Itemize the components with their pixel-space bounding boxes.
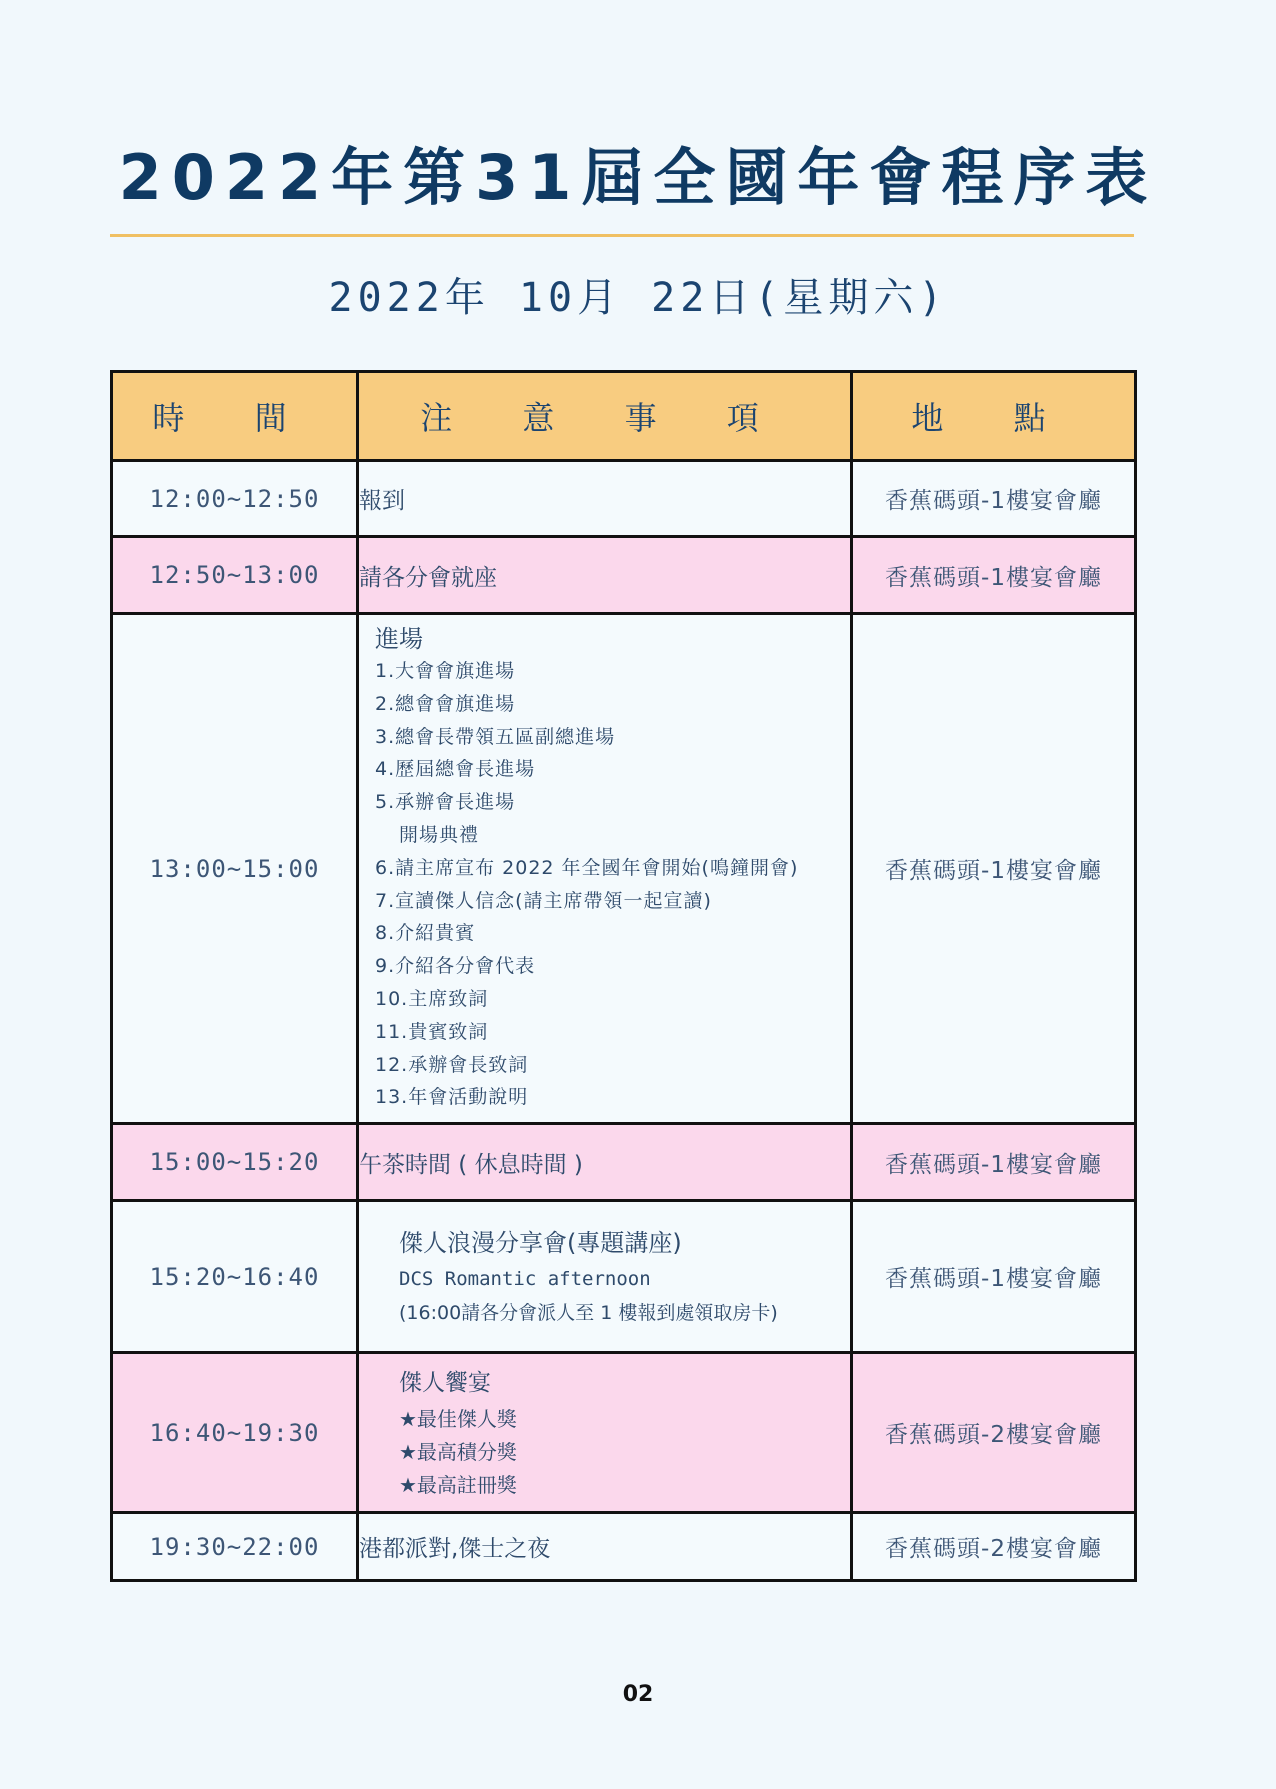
list-item: 4.歷屆總會長進場 xyxy=(375,758,536,781)
award-item: ★最高積分獎 xyxy=(399,1440,517,1465)
page-number: 02 xyxy=(622,1682,654,1707)
list-item: 12.承辦會長致詞 xyxy=(375,1053,529,1076)
row-item: 請各分會就座 xyxy=(358,537,852,614)
row-time: 12:50~13:00 xyxy=(112,537,358,614)
row-item: 報到 xyxy=(358,461,852,537)
talk-english-title: DCS Romantic afternoon xyxy=(399,1267,651,1290)
entrance-heading: 進場 xyxy=(375,625,423,653)
table-row xyxy=(112,1201,1136,1353)
row-item-banquet-cell xyxy=(358,1353,852,1513)
row-time: 12:00~12:50 xyxy=(112,461,358,537)
title-divider xyxy=(110,234,1134,237)
list-item: 2.總會會旗進場 xyxy=(375,692,516,715)
row-location: 香蕉碼頭-1樓宴會廳 xyxy=(852,537,1136,614)
list-subheading: 開場典禮 xyxy=(399,823,480,846)
page-title: 2022年第31屆全國年會程序表 xyxy=(118,141,1158,214)
list-item: 10.主席致詞 xyxy=(375,987,489,1010)
column-header-time: 時 間 xyxy=(112,372,358,461)
table-row xyxy=(112,1124,1136,1201)
banquet-block xyxy=(399,1363,850,1502)
row-location: 香蕉碼頭-1樓宴會廳 xyxy=(852,461,1136,537)
talk-note: (16:00請各分會派人至 1 樓報到處領取房卡) xyxy=(399,1301,778,1324)
row-location: 香蕉碼頭-2樓宴會廳 xyxy=(852,1353,1136,1513)
table-row xyxy=(112,614,1136,1124)
list-item: 8.介紹貴賓 xyxy=(375,922,476,945)
row-location: 香蕉碼頭-1樓宴會廳 xyxy=(852,614,1136,1124)
row-location: 香蕉碼頭-2樓宴會廳 xyxy=(852,1513,1136,1581)
award-item: ★最佳傑人獎 xyxy=(399,1407,517,1432)
table-header-row xyxy=(112,372,1136,461)
list-item: 5.承辦會長進場 xyxy=(375,791,516,814)
list-item: 3.總會長帶領五區副總進場 xyxy=(375,725,616,748)
table-row xyxy=(112,1513,1136,1581)
row-item: 午茶時間 ( 休息時間 ) xyxy=(358,1124,852,1201)
row-time: 13:00~15:00 xyxy=(112,614,358,1124)
row-location: 香蕉碼頭-1樓宴會廳 xyxy=(852,1201,1136,1353)
list-item: 1.大會會旗進場 xyxy=(375,660,516,682)
column-header-location: 地 點 xyxy=(852,372,1136,461)
list-item: 7.宣讀傑人信念(請主席帶領一起宣讀) xyxy=(375,889,712,912)
banquet-title: 傑人饗宴 xyxy=(399,1370,491,1397)
row-item: 港都派對,傑士之夜 xyxy=(358,1513,852,1581)
row-location: 香蕉碼頭-1樓宴會廳 xyxy=(852,1124,1136,1201)
table-row xyxy=(112,461,1136,537)
list-item: 9.介紹各分會代表 xyxy=(375,955,536,978)
award-item: ★最高註冊獎 xyxy=(399,1473,517,1498)
table-row xyxy=(112,537,1136,614)
list-item: 6.請主席宣布 2022 年全國年會開始(鳴鐘開會) xyxy=(375,856,799,879)
row-time: 15:00~15:20 xyxy=(112,1124,358,1201)
talk-title: 傑人浪漫分享會(專題講座) xyxy=(399,1228,682,1257)
list-item: 13.年會活動說明 xyxy=(375,1086,529,1109)
row-time: 15:20~16:40 xyxy=(112,1201,358,1353)
list-item: 11.貴賓致詞 xyxy=(375,1020,489,1043)
entrance-program-list xyxy=(359,615,850,1122)
row-time: 16:40~19:30 xyxy=(112,1353,358,1513)
event-date: 2022年 10月 22日(星期六) xyxy=(328,275,948,321)
row-item-talk-cell xyxy=(358,1201,852,1353)
column-header-notes: 注 意 事 項 xyxy=(358,372,852,461)
talk-block xyxy=(399,1224,850,1330)
table-row xyxy=(112,1353,1136,1513)
row-time: 19:30~22:00 xyxy=(112,1513,358,1581)
row-item-list-cell xyxy=(358,614,852,1124)
schedule-table xyxy=(110,370,1137,1582)
